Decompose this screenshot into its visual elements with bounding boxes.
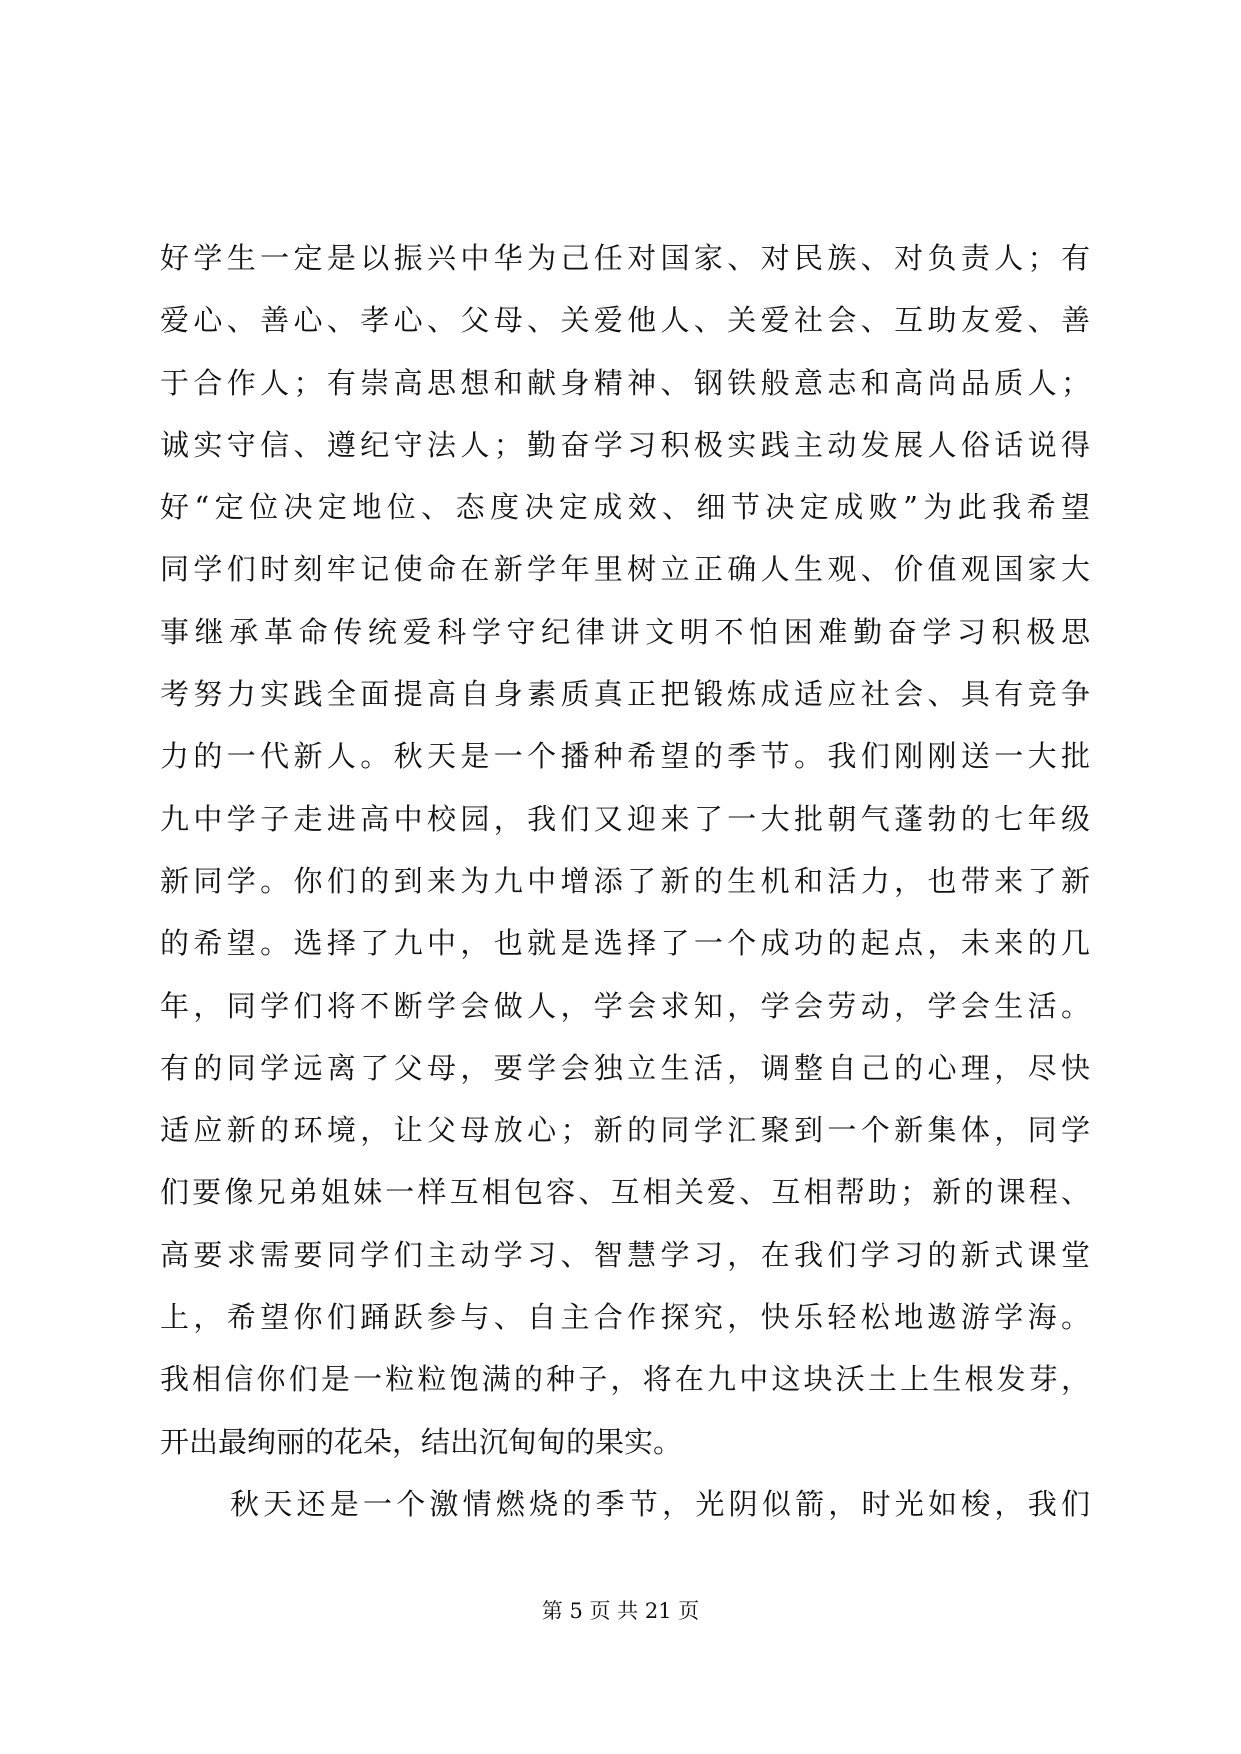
text-line: 新同学。你们的到来为九中增添了新的生机和活力，也带来了新	[160, 863, 1090, 898]
text-line: 于合作人；有崇高思想和献身精神、钢铁般意志和高尚品质人；	[160, 365, 1090, 400]
text-line: 年，同学们将不断学会做人，学会求知，学会劳动，学会生活。	[160, 988, 1090, 1023]
text-line: 的希望。选择了九中，也就是选择了一个成功的起点，未来的几	[160, 926, 1090, 961]
text-line: 考努力实践全面提高自身素质真正把锻炼成适应社会、具有竞争	[160, 677, 1090, 712]
paragraph-start-line: 秋天还是一个激情燃烧的季节，光阴似箭，时光如梭，我们	[230, 1486, 1090, 1521]
page-number-footer: 第 5 页 共 21 页	[541, 1599, 700, 1623]
text-line: 力的一代新人。秋天是一个播种希望的季节。我们刚刚送一大批	[160, 739, 1090, 774]
text-line: 好“定位决定地位、态度决定成效、细节决定成败”为此我希望	[160, 490, 1090, 525]
text-line: 高要求需要同学们主动学习、智慧学习，在我们学习的新式课堂	[160, 1237, 1090, 1272]
text-line: 适应新的环境，让父母放心；新的同学汇聚到一个新集体，同学	[160, 1113, 1090, 1148]
text-line: 上，希望你们踊跃参与、自主合作探究，快乐轻松地遨游学海。	[160, 1300, 1090, 1335]
text-line: 开出最绚丽的花朵，结出沉甸甸的果实。	[160, 1424, 683, 1459]
text-line: 事继承革命传统爱科学守纪律讲文明不怕困难勤奋学习积极思	[160, 614, 1090, 649]
body-text	[160, 227, 1090, 1535]
text-line: 好学生一定是以振兴中华为己任对国家、对民族、对负责人；有	[160, 241, 1090, 275]
text-line: 九中学子走进高中校园，我们又迎来了一大批朝气蓬勃的七年级	[160, 801, 1090, 836]
text-line: 有的同学远离了父母，要学会独立生活，调整自己的心理，尽快	[160, 1050, 1090, 1085]
text-line: 们要像兄弟姐妹一样互相包容、互相关爱、互相帮助；新的课程、	[160, 1175, 1090, 1210]
text-line: 诚实守信、遵纪守法人；勤奋学习积极实践主动发展人俗话说得	[160, 427, 1090, 462]
text-line: 我相信你们是一粒粒饱满的种子，将在九中这块沃土上生根发芽，	[160, 1362, 1090, 1397]
text-line: 爱心、善心、孝心、父母、关爱他人、关爱社会、互助友爱、善	[160, 303, 1090, 338]
text-line: 同学们时刻牢记使命在新学年里树立正确人生观、价值观国家大	[160, 552, 1090, 587]
